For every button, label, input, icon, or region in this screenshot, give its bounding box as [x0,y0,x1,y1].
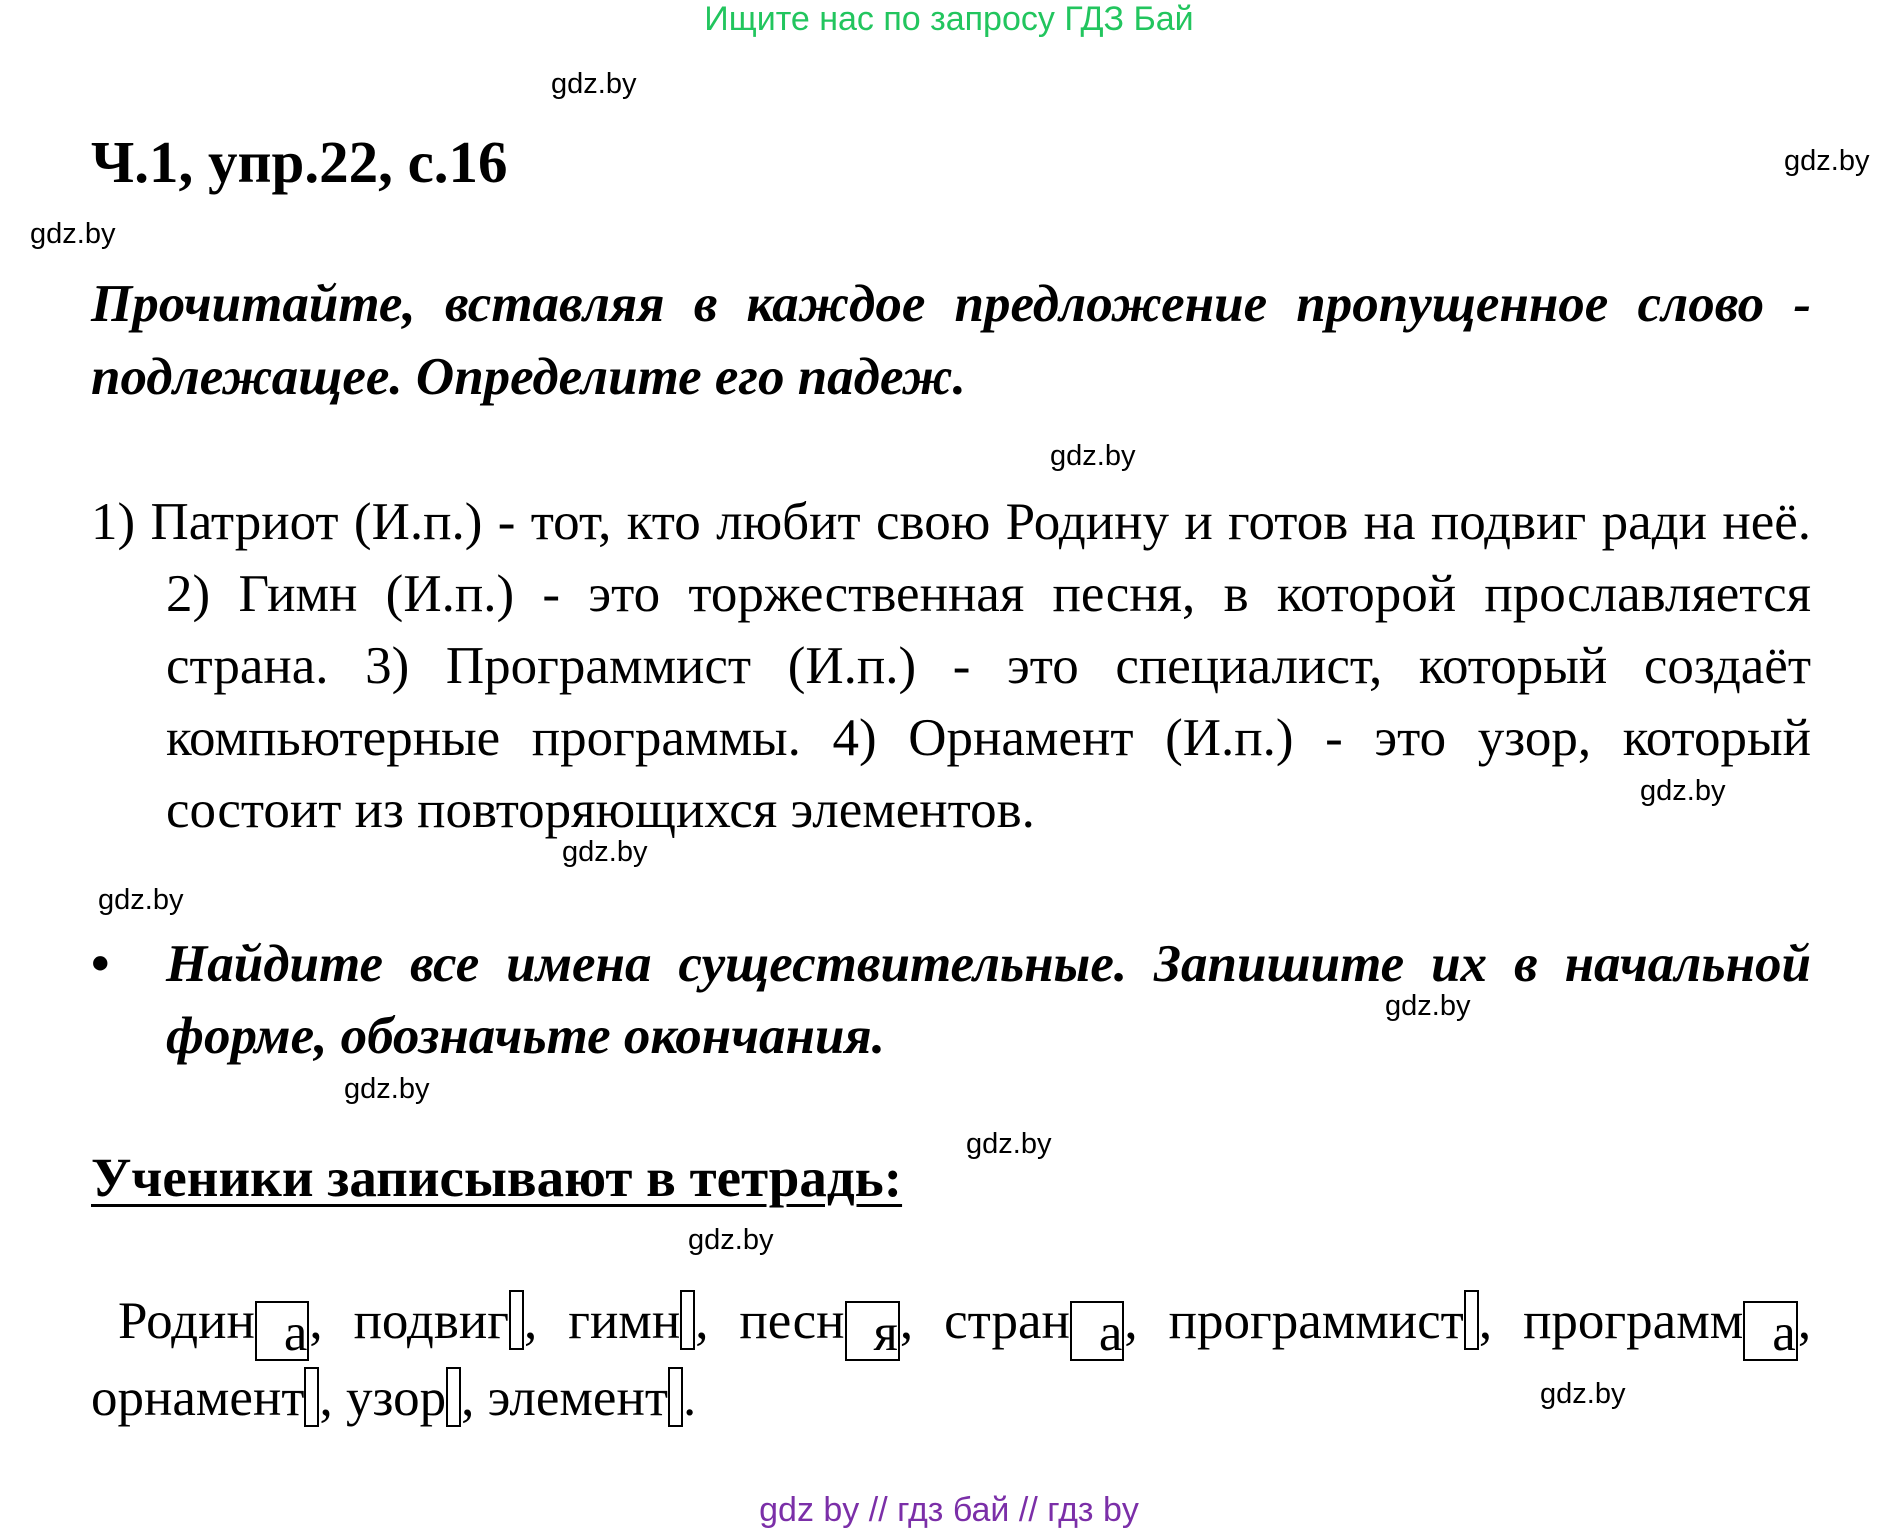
ending-box [304,1367,319,1427]
word-item [739,1292,945,1362]
word-list [91,1284,1811,1436]
word-stem: орнамент [91,1369,305,1427]
word-item [118,1292,354,1362]
word-separator: , [1478,1292,1524,1350]
watermark: gdz.by [1784,145,1870,177]
section-heading: Ученики записывают в тетрадь: [91,1147,903,1208]
bullet-icon: • [91,935,110,993]
ending-box: а [1070,1301,1125,1361]
word-stem: песн [739,1292,845,1350]
word-separator: , [319,1369,346,1427]
word-item [346,1369,488,1427]
word-stem: гимн [568,1292,681,1350]
ending-box [680,1290,695,1350]
ending-box: а [1743,1301,1798,1361]
word-stem: Родин [118,1292,255,1350]
task-instruction: Прочитайте, вставляя в каждое предложение пропущенное слово - подлежащее. Определите его падеж. [91,275,1811,406]
word-separator: , [461,1369,488,1427]
watermark: gdz.by [98,884,184,916]
watermark: gdz.by [30,218,116,250]
task-instruction-2: Найдите все имена существительные. Запишите их в начальной форме, обозначьте окончания. [166,935,1811,1065]
word-item [1169,1292,1523,1350]
page-title: Ч.1, упр.22, с.16 [91,129,508,195]
watermark: gdz.by [344,1073,430,1105]
word-separator: . [682,1369,697,1427]
bullet-task [91,928,1811,1072]
ending-box [446,1367,461,1427]
watermark: gdz.by [1540,1378,1626,1410]
word-stem: элемент [487,1369,668,1427]
word-item [944,1292,1169,1362]
word-separator: , [899,1292,945,1350]
word-stem: подвиг [353,1292,509,1350]
word-separator: , [1124,1292,1169,1350]
word-item [91,1369,346,1427]
watermark: gdz.by [966,1128,1052,1160]
watermark: gdz.by [551,68,637,100]
ending-box: а [255,1301,310,1361]
word-stem: программ [1523,1292,1744,1350]
ending-box [1464,1290,1479,1350]
word-separator: , [524,1292,569,1350]
word-stem: стран [944,1292,1070,1350]
ending-box: я [845,1301,900,1361]
watermark: gdz.by [1640,775,1726,807]
word-item [1523,1292,1812,1362]
ending-box [509,1290,524,1350]
word-stem: узор [345,1369,447,1427]
ending-box [668,1367,683,1427]
watermark: gdz.by [1385,990,1471,1022]
word-separator: , [1797,1292,1812,1350]
word-separator: , [695,1292,740,1350]
word-stem: программист [1168,1292,1464,1350]
word-item [354,1292,569,1350]
answer-text: 1) Патриот (И.п.) - тот, кто любит свою Родину и готов на подвиг ради неё. 2) Гимн (И.п.) - это торжественная песня, в которой прославляется страна. 3) Программист (И.п.) - это специалист, который создаёт компьютерные программы. 4) Орнамент (И.п.) - это узор, который состоит из повторяющихся элементов. [91,493,1811,839]
word-separator: , [309,1292,354,1350]
watermark: gdz.by [562,836,648,868]
watermark: gdz.by [688,1224,774,1256]
word-item [488,1369,697,1427]
word-item [568,1292,739,1350]
top-banner: Ищите нас по запросу ГДЗ Бай [704,0,1194,38]
watermark: gdz.by [1050,440,1136,472]
bottom-banner: gdz by // гдз бай // гдз by [759,1491,1139,1529]
